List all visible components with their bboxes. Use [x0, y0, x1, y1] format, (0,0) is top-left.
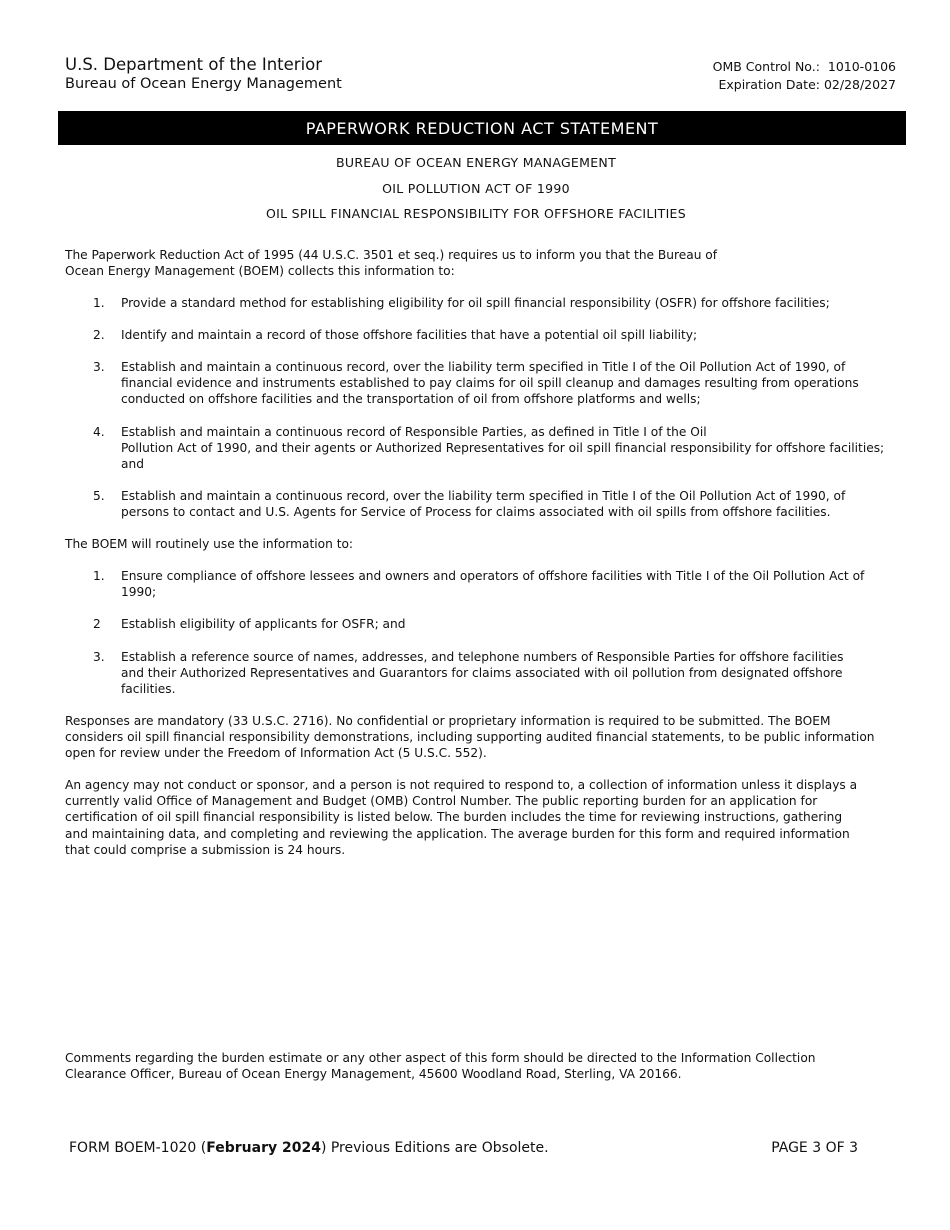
page-title-banner: PAPERWORK REDUCTION ACT STATEMENT: [58, 111, 906, 145]
list-text-line-1: Establish and maintain a continuous record of Responsible Parties, as defined in Title I of the Oil: [121, 425, 707, 439]
list-text: Identify and maintain a record of those offshore facilities that have a potential oil spill liability;: [121, 328, 698, 342]
list-number: 5.: [93, 489, 105, 503]
list-text: Establish eligibility of applicants for OSFR; and: [121, 617, 406, 631]
list-number: 1.: [93, 296, 105, 310]
subtitle-act: OIL POLLUTION ACT OF 1990: [382, 181, 570, 196]
comments-paragraph: Comments regarding the burden estimate or any other aspect of this form should be directed to the Information Collection Clearance Officer, Bureau of Ocean Energy Management, 45600 Woodland Road, Sterling, VA 20166.: [65, 1051, 816, 1082]
list-text: Provide a standard method for establishing eligibility for oil spill financial responsibility (OSFR) for offshore facilities;: [121, 296, 830, 310]
use-intro: The BOEM will routinely use the information to:: [65, 537, 354, 551]
burden-paragraph: An agency may not conduct or sponsor, and a person is not required to respond to, a collection of information unless it displays a currently valid Office of Management and Budget (OMB) Control Number. The public reporting burden for an application for certification of oil spill financial responsibility is listed below. The burden includes the time for reviewing instructions, gathering and maintaining data, and completing and reviewing the application. The average burden for this form and required information that could comprise a submission is 24 hours.: [65, 778, 858, 857]
intro-line-2: Ocean Energy Management (BOEM) collects this information to:: [65, 264, 455, 279]
collect-item-2: [93, 327, 883, 343]
collect-item-5: [93, 488, 883, 520]
form-identifier: FORM BOEM-1020 (February 2024) Previous Editions are Obsolete.: [69, 1140, 549, 1156]
department-name: U.S. Department of the Interior: [65, 55, 323, 74]
page-number: PAGE 3 OF 3: [771, 1140, 858, 1156]
intro-paragraph: [65, 247, 905, 279]
responses-paragraph: Responses are mandatory (33 U.S.C. 2716). No confidential or proprietary information is required to be submitted. The BOEM considers oil spill financial responsibility demonstrations, including supporting audited financial statements, to be public information open for review under the Freedom of Information Act (5 U.S.C. 552).: [65, 714, 875, 761]
list-number: 2: [93, 617, 101, 631]
list-number: 3.: [93, 650, 105, 664]
list-text: Establish and maintain a continuous record, over the liability term specified in Title I of the Oil Pollution Act of 1990, of persons to contact and U.S. Agents for Service of Process for claims associated with oil spills from offshore facilities.: [121, 489, 846, 520]
list-text: Establish and maintain a continuous record, over the liability term specified in Title I of the Oil Pollution Act of 1990, of financial evidence and instruments established to pay claims for oil spill cleanup and damages resulting from operations conducted on offshore facilities and the transportation of oil from offshore platforms and wells;: [121, 360, 859, 407]
use-item-1: [93, 568, 883, 600]
intro-line-1: The Paperwork Reduction Act of 1995 (44 U.S.C. 3501 et seq.) requires us to inform you that the Bureau of: [65, 248, 718, 262]
list-text: Ensure compliance of offshore lessees and owners and operators of offshore facilities with Title I of the Oil Pollution Act of 1990;: [121, 569, 865, 600]
subtitle-osfr: OIL SPILL FINANCIAL RESPONSIBILITY FOR OFFSHORE FACILITIES: [266, 206, 686, 221]
list-text-rest: Pollution Act of 1990, and their agents or Authorized Representatives for oil spill financial responsibility for offshore facilities; and: [121, 441, 885, 472]
list-number: 2.: [93, 328, 105, 342]
list-number: 4.: [93, 425, 105, 439]
collect-item-1: [93, 295, 883, 311]
list-number: 1.: [93, 569, 105, 583]
collect-item-4: [93, 424, 893, 473]
use-item-3: [93, 649, 868, 698]
list-number: 3.: [93, 360, 105, 374]
omb-control-number: OMB Control No.: 1010-0106: [712, 59, 896, 74]
collect-item-3: [93, 359, 871, 408]
agency-header: [65, 55, 342, 94]
form-date: February 2024: [206, 1140, 321, 1156]
expiration-date: Expiration Date: 02/28/2027: [718, 77, 896, 92]
list-text: Establish a reference source of names, addresses, and telephone numbers of Responsible Parties for offshore facilities and their Authorized Representatives and Guarantors for claims associated with oil pollution from designated offshore facilities.: [121, 650, 844, 697]
bureau-name: Bureau of Ocean Energy Management: [65, 76, 342, 92]
subtitle-bureau: BUREAU OF OCEAN ENERGY MANAGEMENT: [336, 155, 616, 170]
use-item-2: [93, 616, 883, 632]
omb-info: [713, 58, 896, 94]
